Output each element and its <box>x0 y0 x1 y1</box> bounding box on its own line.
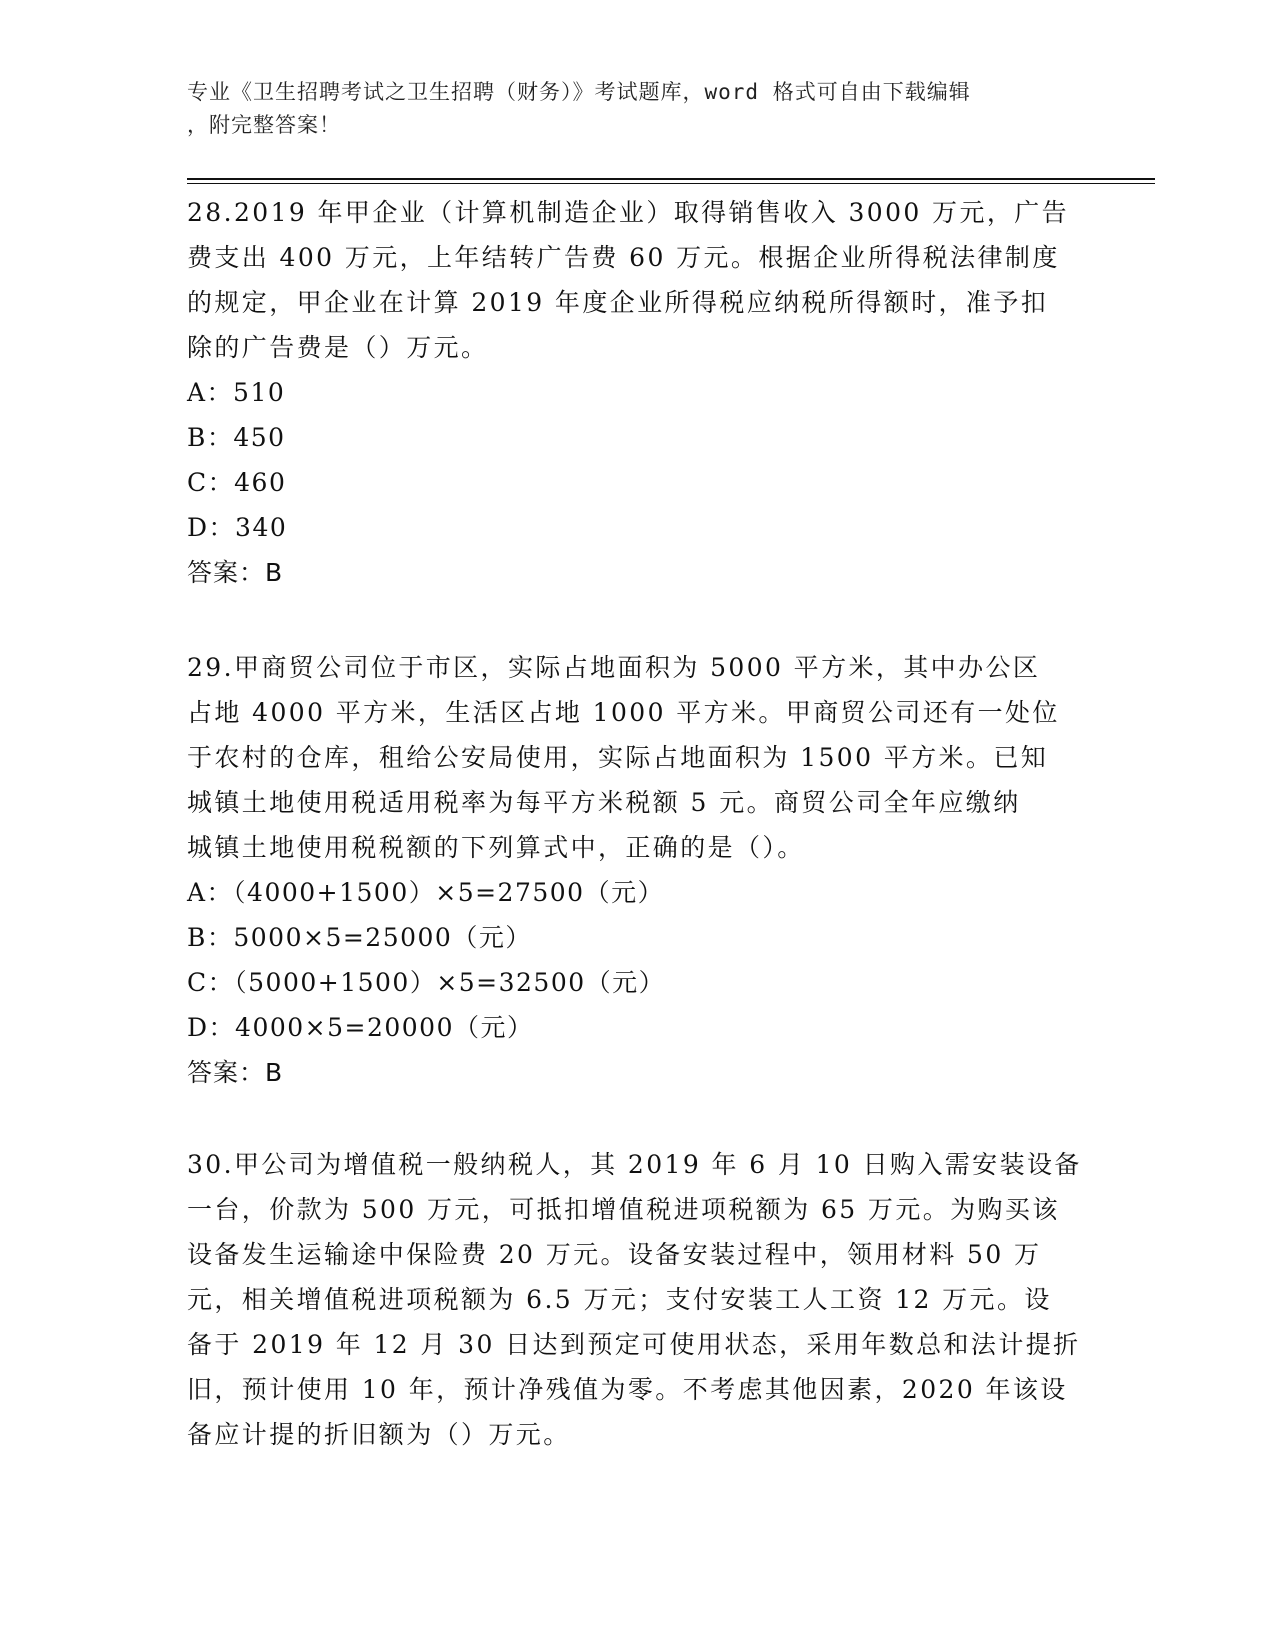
page-header <box>187 76 1087 142</box>
question-stem-line: 设备发生运输途中保险费 20 万元。设备安装过程中，领用材料 50 万 <box>187 1240 1042 1269</box>
question-stem-line: 备应计提的折旧额为（）万元。 <box>187 1420 571 1449</box>
option-a: A：（4000+1500）×5=27500（元） <box>187 878 665 907</box>
question-stem-line: 城镇土地使用税适用税率为每平方米税额 5 元。商贸公司全年应缴纳 <box>187 788 1021 817</box>
question-stem-line: 城镇土地使用税税额的下列算式中，正确的是（）。 <box>187 833 805 862</box>
question-stem-line: 28.2019 年甲企业（计算机制造企业）取得销售收入 3000 万元，广告 <box>187 198 1070 227</box>
question-stem-line: 30.甲公司为增值税一般纳税人，其 2019 年 6 月 10 日购入需安装设备 <box>187 1150 1082 1179</box>
question-stem-line: 费支出 400 万元，上年结转广告费 60 万元。根据企业所得税法律制度 <box>187 243 1060 272</box>
option-c: C：460 <box>187 468 287 497</box>
question-28 <box>187 190 1087 595</box>
question-stem-line: 占地 4000 平方米，生活区占地 1000 平方米。甲商贸公司还有一处位 <box>187 698 1060 727</box>
question-stem-line: 的规定，甲企业在计算 2019 年度企业所得税应纳税所得额时，准予扣 <box>187 288 1049 317</box>
header-line-1: 专业《卫生招聘考试之卫生招聘（财务）》考试题库，word 格式可自由下载编辑 <box>187 80 971 104</box>
option-b: B：5000×5=25000（元） <box>187 923 532 952</box>
option-b: B：450 <box>187 423 286 452</box>
question-stem-line: 备于 2019 年 12 月 30 日达到预定可使用状态，采用年数总和法计提折 <box>187 1330 1081 1359</box>
header-divider-thin <box>187 183 1155 184</box>
question-stem-line: 于农村的仓库，租给公安局使用，实际占地面积为 1500 平方米。已知 <box>187 743 1049 772</box>
option-d: D：4000×5=20000（元） <box>187 1013 534 1042</box>
question-stem-line: 一台，价款为 500 万元，可抵扣增值税进项税额为 65 万元。为购买该 <box>187 1195 1060 1224</box>
option-c: C：（5000+1500）×5=32500（元） <box>187 968 666 997</box>
question-stem-line: 元，相关增值税进项税额为 6.5 万元；支付安装工人工资 12 万元。设 <box>187 1285 1052 1314</box>
option-d: D：340 <box>187 513 288 542</box>
question-stem-line: 29.甲商贸公司位于市区，实际占地面积为 5000 平方米，其中办公区 <box>187 653 1041 682</box>
question-stem-line: 旧，预计使用 10 年，预计净残值为零。不考虑其他因素，2020 年该设 <box>187 1375 1068 1404</box>
question-30 <box>187 1142 1087 1457</box>
header-line-2: ，附完整答案！ <box>187 113 341 137</box>
answer-line: 答案：B <box>187 1058 284 1087</box>
question-29 <box>187 645 1087 1095</box>
question-stem-line: 除的广告费是（）万元。 <box>187 333 489 362</box>
header-divider-thick <box>187 178 1155 180</box>
answer-line: 答案：B <box>187 558 284 587</box>
option-a: A：510 <box>187 378 286 407</box>
